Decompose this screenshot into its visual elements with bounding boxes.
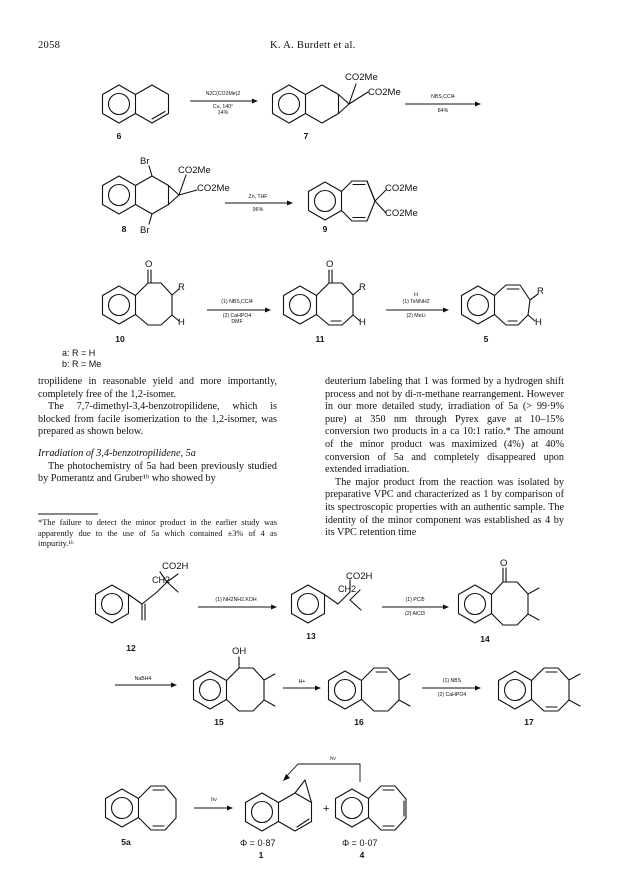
hv-label-1: hν (211, 797, 217, 803)
arrow-4-to-1-photo (283, 764, 360, 782)
compound-label-9: 9 (322, 224, 328, 234)
structure-5 (462, 285, 539, 325)
structure-15 (194, 657, 276, 711)
compound-label-7: 7 (303, 131, 309, 141)
left-column (38, 376, 277, 486)
yield-96: 96% (252, 207, 264, 213)
reagent-cahpo4: (2) CaHPO4 (222, 313, 252, 319)
arrow-10-to-11 (207, 308, 271, 313)
structure-1 (246, 780, 312, 831)
arrow-8-to-9 (225, 201, 293, 206)
page-number: 2058 (38, 40, 61, 51)
reagent-meli: (2) MeLi (406, 313, 426, 319)
atom-o-14: O (500, 558, 508, 569)
reagent-nabh4: NaBH4 (134, 676, 152, 682)
reagent-nbs-3: (1) NBS (442, 678, 462, 684)
reagent-hydrazine-koh: (1) NH2NH2,KOH (215, 597, 257, 603)
structure-10 (103, 270, 180, 325)
condition-cu-140: Cu, 140° (212, 104, 234, 110)
reagent-acid: H+ (298, 679, 306, 685)
structure-14 (459, 568, 540, 625)
structure-9 (309, 181, 387, 221)
right-paragraph-1: deuterium labeling that 1 was formed by a hydrogen shift process and not by di-π-methane rearrangement. However in our more detailed study, irradiation of 5a (> 99·9% pure) at 350 nm through Pyrex gave at 10–15% conversion two products in a ca 10:1 ratio.* The amount of the minor product was maximized (4%) at 40% conversion of 5a and completely disappeared upon extended irradiation. (325, 376, 564, 476)
reagent-pcl5: (1) PCl5 (405, 597, 425, 603)
group-ch2-12: CH2 (152, 575, 171, 585)
group-co2h-12: CO2H (162, 561, 189, 572)
atom-o-10: O (145, 259, 153, 270)
compound-label-15: 15 (214, 717, 224, 727)
atom-h-11: H (359, 317, 366, 328)
arrow-16-to-17 (422, 686, 481, 691)
group-co2me-8a: CO2Me (178, 165, 211, 176)
structure-16 (329, 668, 411, 711)
group-ch2-13: CH2 (338, 584, 357, 594)
group-co2h-13: CO2H (346, 571, 373, 582)
yield-84: 84% (437, 108, 449, 114)
solvent-dmf: DMF (231, 319, 243, 325)
plus-sign: + (323, 803, 330, 815)
left-paragraph-2: The 7,7-dimethyl-3,4-benzotropilidene, which is blocked from facile isomerization to the 1,2-isomer, was prepared as shown below. (38, 401, 277, 438)
compound-label-6: 6 (116, 131, 122, 141)
arrow-7-to-8 (405, 102, 481, 107)
arrow-13-to-14 (382, 605, 449, 610)
reagent-tsnnh2: (1) TsNNH2 (402, 299, 430, 305)
right-paragraph-2: The major product from the reaction was isolated by preparative VPC and characterized as 1 by comparison of its spectroscopic properties with an authentic sample. The identity of the minor component was established as 4 by its VPC retention time (325, 476, 564, 539)
compound-label-14: 14 (480, 634, 490, 644)
substituent-a: a: R = H (62, 348, 96, 358)
group-co2me-9b: CO2Me (385, 208, 418, 219)
compound-label-17: 17 (524, 717, 534, 727)
reagent-nbs-ccl4: NBS,CCl4 (431, 94, 455, 100)
yield-14: 14% (217, 110, 229, 116)
atom-br-top: Br (140, 156, 150, 167)
compound-label-4: 4 (359, 850, 365, 860)
structure-5a (106, 786, 177, 830)
quantum-yield-1: Φ = 0·87 (240, 838, 276, 848)
arrow-14-to-15 (115, 683, 177, 688)
section-heading: Irradiation of 3,4-benzotropilidene, 5a (38, 447, 196, 459)
quantum-yield-4: Φ = 0·07 (342, 838, 378, 848)
group-oh-15: OH (232, 646, 247, 657)
compound-label-10: 10 (115, 334, 125, 344)
reagent-h-label: H (414, 292, 418, 298)
atom-o-11: O (326, 259, 334, 270)
compound-label-5: 5 (483, 334, 489, 344)
compound-label-5a: 5a (121, 837, 131, 847)
left-paragraph-3: The photochemistry of 5a had been previously studied by Pomerantz and Gruber¹ᵇ who showed by (38, 460, 277, 485)
left-paragraph-1: tropilidene in reasonable yield and more importantly, completely free of the 1,2-isomer. (38, 376, 277, 400)
compound-label-1: 1 (258, 850, 264, 860)
atom-h-10: H (178, 317, 185, 328)
reagent-alcl3: (2) AlCl3 (405, 611, 425, 617)
reagent-diazomalonate: N2C(CO2Me)2 (205, 91, 241, 97)
group-co2me-7a: CO2Me (345, 72, 378, 83)
arrow-15-to-16 (283, 686, 321, 691)
group-co2me-8b: CO2Me (197, 183, 230, 194)
compound-label-8: 8 (121, 224, 127, 234)
compound-label-12: 12 (126, 643, 136, 653)
structure-6 (103, 85, 169, 123)
group-co2me-7b: CO2Me (368, 87, 401, 98)
hv-label-2: hν (330, 756, 336, 762)
structure-17 (499, 668, 581, 711)
reagent-nbs-ccl4-2: (1) NBS,CCl4 (221, 299, 253, 305)
atom-br-bottom: Br (140, 225, 150, 236)
structure-4 (336, 786, 407, 830)
arrow-6-to-7 (190, 99, 258, 104)
reagent-cahpo4-3: (2) CaHPO4 (437, 692, 467, 698)
group-co2me-9a: CO2Me (385, 183, 418, 194)
arrow-11-to-5 (386, 308, 449, 313)
group-r-11: R (359, 282, 366, 293)
substituent-b: b: R = Me (62, 359, 102, 369)
running-header-authors: K. A. Burdett et al. (270, 40, 356, 51)
group-r-10: R (178, 282, 185, 293)
footnote: *The failure to detect the minor product in the earlier study was apparently due to the use of 5a which contained ±3% of 4 as impurity.¹ᵇ (38, 518, 277, 549)
compound-label-13: 13 (306, 631, 316, 641)
structure-11 (284, 270, 361, 325)
compound-label-16: 16 (354, 717, 364, 727)
right-column (325, 376, 564, 540)
arrow-12-to-13 (198, 605, 277, 610)
structure-7 (273, 84, 369, 123)
arrow-5a-to-products (194, 806, 233, 811)
reagent-zn-thf: Zn, THF (248, 194, 268, 200)
compound-label-11: 11 (315, 334, 325, 344)
group-r-5: R (537, 286, 544, 297)
atom-h-5: H (535, 317, 542, 328)
